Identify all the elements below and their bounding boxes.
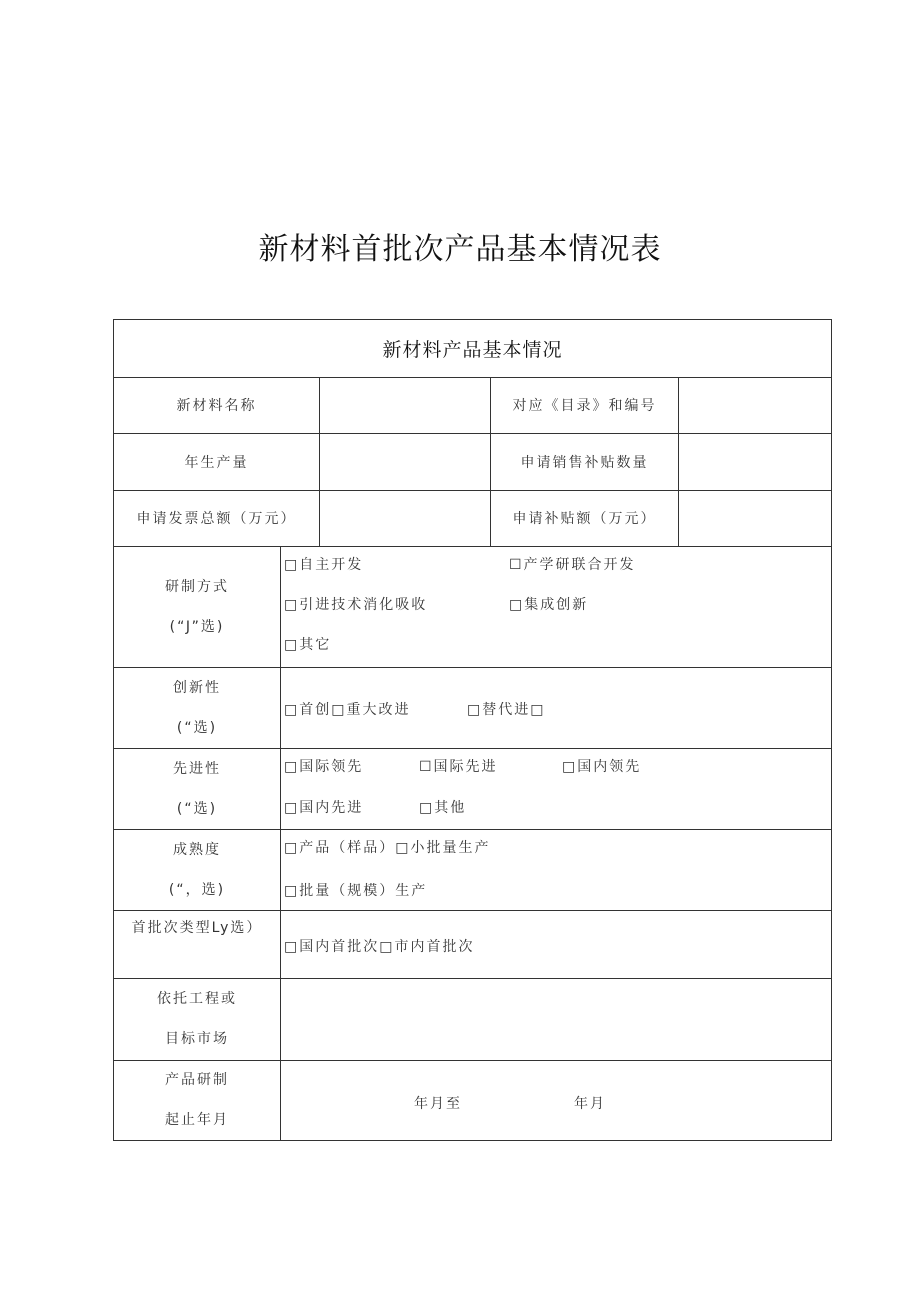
rd-method-label	[114, 546, 280, 667]
option-self-developed[interactable]: □自主开发	[284, 557, 364, 573]
subsidy-amount-label: 申请补贴额（万元）	[512, 511, 657, 527]
table-header: 新材料产品基本情况	[382, 339, 563, 361]
subsidy-amount-field[interactable]	[679, 490, 831, 546]
label-line: (“J”选)	[169, 618, 225, 635]
label-line: (“选)	[176, 719, 218, 736]
option-other[interactable]: □其它	[284, 637, 332, 653]
option-domestic-advanced[interactable]: □国内先进	[284, 800, 364, 816]
project-market-label	[114, 978, 280, 1060]
label-line: 起止年月	[165, 1112, 229, 1128]
grid-line	[114, 910, 831, 911]
first-batch-type-label: 首批次类型Ly选）	[131, 920, 263, 936]
invoice-total-label: 申请发票总额（万元）	[136, 511, 297, 527]
dev-period-label	[114, 1060, 280, 1140]
option-international-leading[interactable]: □国际领先	[284, 759, 364, 775]
material-name-field[interactable]	[320, 377, 490, 433]
period-from-text[interactable]: 年月至	[414, 1096, 462, 1112]
annual-output-label: 年生产量	[184, 454, 249, 471]
option-other[interactable]: □其他	[419, 800, 467, 816]
material-name-label: 新材料名称	[176, 398, 257, 414]
subsidy-quantity-field[interactable]	[679, 433, 831, 490]
catalog-number-field[interactable]	[679, 377, 831, 433]
option-technology-import[interactable]: □引进技术消化吸收	[284, 597, 428, 613]
label-line: 研制方式	[165, 578, 229, 595]
label-line: (“，选)	[168, 881, 226, 898]
annual-output-field[interactable]	[320, 433, 490, 490]
label-line: 先进性	[173, 760, 221, 777]
maturity-label	[114, 829, 280, 910]
option-sample-small-batch[interactable]: □产品（样品）□小批量生产	[284, 840, 491, 856]
label-line: 目标市场	[165, 1031, 229, 1047]
option-joint-development[interactable]: ☐产学研联合开发	[509, 557, 636, 573]
option-mass-production[interactable]: □批量（规模）生产	[284, 883, 428, 899]
advanced-label	[114, 748, 280, 829]
label-line: 成熟度	[173, 841, 221, 858]
invoice-total-field[interactable]	[320, 490, 490, 546]
option-first-creation[interactable]: □首创□重大改进	[284, 702, 411, 718]
label-line: (“选)	[176, 800, 218, 817]
subsidy-quantity-label: 申请销售补贴数量	[520, 454, 649, 471]
period-to-text[interactable]: 年月	[574, 1096, 606, 1112]
product-info-table	[113, 319, 832, 1141]
option-domestic-leading[interactable]: □国内领先	[562, 759, 642, 775]
document-title: 新材料首批次产品基本情况表	[258, 232, 662, 267]
option-international-advanced[interactable]: ☐国际先进	[419, 759, 498, 775]
project-market-field[interactable]	[281, 979, 831, 1060]
label-line: 创新性	[173, 679, 221, 696]
innovation-label	[114, 667, 280, 748]
option-import-substitution[interactable]: □替代进□	[467, 702, 546, 718]
label-line: 产品研制	[165, 1072, 229, 1088]
catalog-number-label: 对应《目录》和编号	[512, 398, 657, 414]
option-integrated-innovation[interactable]: □集成创新	[509, 597, 589, 613]
option-domestic-city-first-batch[interactable]: □国内首批次□市内首批次	[284, 939, 475, 955]
label-line: 依托工程或	[157, 991, 237, 1007]
